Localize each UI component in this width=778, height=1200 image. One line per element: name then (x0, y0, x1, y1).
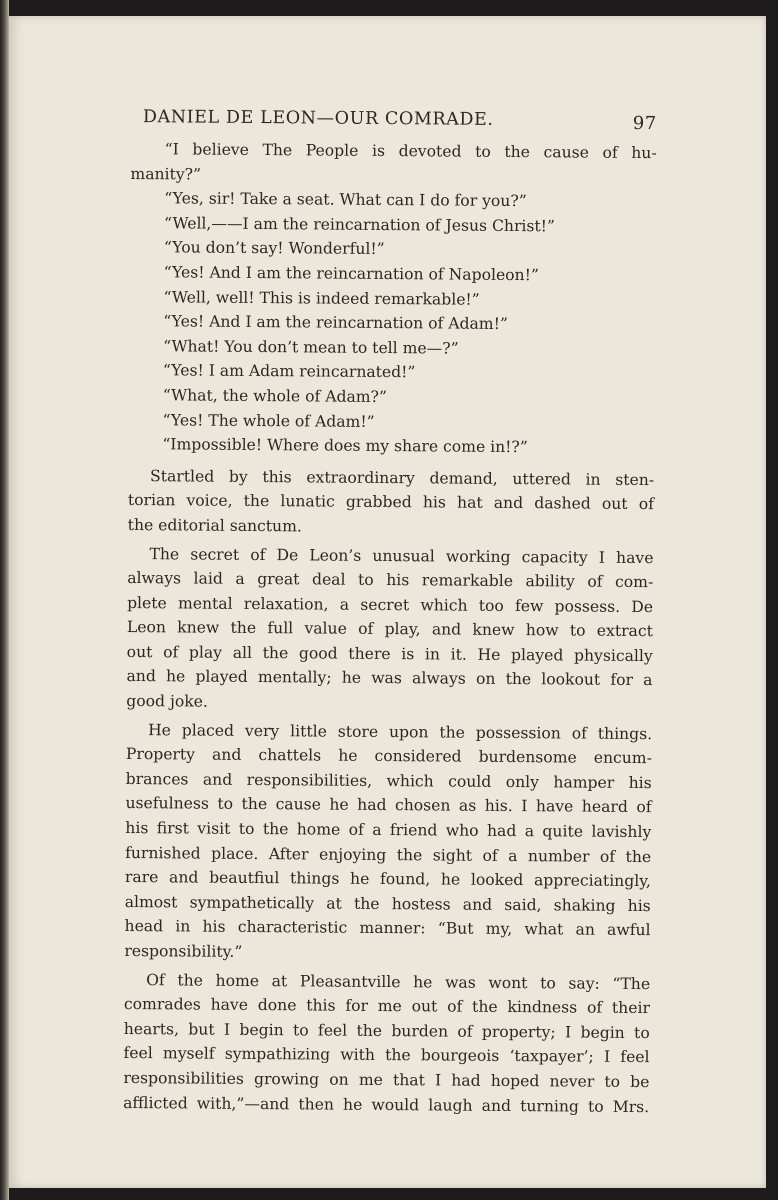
text-line: always laid a great deal to his remarkable ability of com- (127, 569, 654, 592)
text-line: “Well,——I am the reincarnation of Jesus Christ!” (164, 214, 556, 236)
text-line: hearts, but I begin to feel the burden of property; I begin to (123, 1019, 650, 1042)
text-line: brances and responsibilities, which could only hamper his (125, 769, 652, 792)
text-line: his first visit to the home of a friend who had a quite lavishly (125, 819, 652, 842)
text-line: afflicted with,”—and then he would laugh and turning to Mrs. (123, 1093, 650, 1116)
text-line: “Yes! And I am the reincarnation of Adam!” (163, 312, 508, 334)
page-header (131, 107, 657, 141)
text-line: “Impossible! Where does my share come in!?” (162, 435, 528, 457)
text-line: Of the home at Pleasantville he was wont to say: “The (146, 970, 651, 993)
text-line: usefulness to the cause he had chosen as his. I have heard of (125, 794, 652, 817)
text-line: “Yes, sir! Take a seat. What can I do for you?” (164, 189, 527, 211)
text-line: Property and chattels he considered burdensome encum- (125, 745, 652, 768)
text-line: “Yes! And I am the reincarnation of Napoleon!” (163, 263, 539, 285)
text-line: “What, the whole of Adam?” (162, 386, 387, 406)
text-line: good joke. (126, 692, 208, 711)
page-paper (9, 16, 766, 1188)
page-number: 97 (632, 112, 657, 135)
text-line: “I believe The People is devoted to the cause of hu- (164, 140, 657, 163)
text-line: comrades have done this for me out of the kindness of their (123, 995, 651, 1018)
text-line: Leon knew the full value of play, and knew how to extract (126, 618, 653, 641)
text-line: “What! You don’t mean to tell me—?” (163, 337, 459, 358)
text-line: out of play all the good there is in it. He played physically (126, 642, 653, 665)
book-binding-edge (0, 0, 9, 1200)
text-line: Startled by this extraordinary demand, uttered in sten- (150, 466, 655, 489)
text-line: the editorial sanctum. (127, 515, 302, 536)
text-line: feel myself sympathizing with the bourgeois ‘taxpayer’; I feel (123, 1044, 650, 1067)
text-line: furnished place. After enjoying the sight of a number of the (125, 843, 652, 866)
text-line: manity?” (130, 164, 202, 184)
text-line: “Yes! I am Adam reincarnated!” (162, 361, 416, 382)
text-line: rare and beautfiul things he found, he looked appreciatingly, (124, 868, 652, 891)
text-line: torian voice, the lunatic grabbed his hat and dashed out of (127, 491, 654, 514)
text-line: responsibilities growing on me that I had hoped never to be (123, 1068, 650, 1092)
text-line: “You don’t say! Wonderful!” (163, 238, 385, 259)
text-line: head in his characteristic manner: “But my, what an awful (124, 917, 651, 940)
running-head: DANIEL DE LEON—OUR COMRADE. (142, 107, 494, 130)
text-line: plete mental relaxation, a secret which too few possess. De (127, 593, 654, 616)
text-line: responsibility.” (124, 941, 243, 961)
text-line: almost sympathetically at the hostess and said, shaking his (124, 892, 651, 915)
text-line: “Yes! The whole of Adam!” (162, 410, 375, 431)
text-line: “Well, well! This is indeed remarkable!” (163, 287, 480, 309)
text-block (123, 107, 657, 1119)
text-line: He placed very little store upon the possession of things. (148, 720, 653, 743)
text-line: and he played mentally; he was always on the lookout for a (126, 667, 653, 690)
text-line: The secret of De Leon’s unusual working capacity I have (149, 544, 654, 567)
